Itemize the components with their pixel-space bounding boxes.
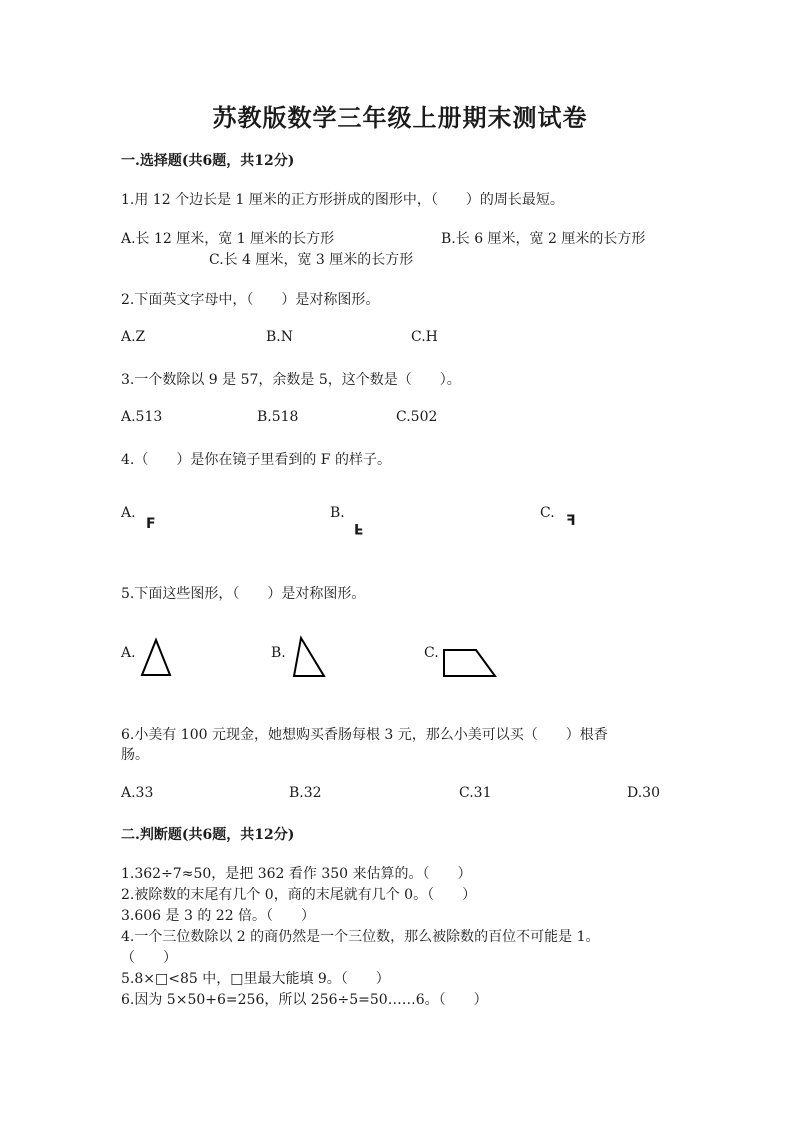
question-6-option-c[interactable]: C.31 bbox=[459, 785, 492, 801]
question-4-option-b[interactable]: B. bbox=[330, 505, 345, 521]
question-3-option-a[interactable]: A.513 bbox=[121, 409, 163, 425]
question-1-stem: 1.用 12 个边长是 1 厘米的正方形拼成的图形中，（ ）的周长最短。 bbox=[121, 192, 564, 208]
section-heading-choice: 一.选择题(共6题，共12分) bbox=[121, 153, 295, 169]
question-6-option-a[interactable]: A.33 bbox=[121, 785, 154, 801]
judgement-item: 1.362÷7≈50，是把 362 看作 350 来估算的。（ ） bbox=[121, 866, 472, 882]
judgement-item: 3.606 是 3 的 22 倍。（ ） bbox=[121, 908, 316, 924]
question-5-stem: 5.下面这些图形，（ ）是对称图形。 bbox=[121, 586, 366, 602]
question-2-option-a[interactable]: A.Z bbox=[121, 329, 146, 345]
judgement-item: 5.8×□<85 中，□里最大能填 9。（ ） bbox=[121, 971, 390, 987]
judgement-item: 2.被除数的末尾有几个 0，商的末尾就有几个 0。（ ） bbox=[121, 887, 477, 903]
question-2-stem: 2.下面英文字母中，（ ）是对称图形。 bbox=[121, 292, 380, 308]
question-4-option-c[interactable]: C. bbox=[540, 505, 555, 521]
question-6-option-d[interactable]: D.30 bbox=[627, 785, 660, 801]
question-4-stem: 4.（ ）是你在镜子里看到的 F 的样子。 bbox=[121, 452, 391, 468]
question-1-option-b[interactable]: B.长 6 厘米，宽 2 厘米的长方形 bbox=[441, 231, 646, 247]
question-2-option-b[interactable]: B.N bbox=[266, 329, 293, 345]
question-4-option-a[interactable]: A. bbox=[121, 505, 136, 521]
page-title: 苏教版数学三年级上册期末测试卷 bbox=[212, 103, 588, 132]
question-5-option-b[interactable]: B. bbox=[271, 645, 286, 661]
trapezoid-figure bbox=[442, 647, 498, 679]
question-6-stem-line1: 6.小美有 100 元现金，她想购买香肠每根 3 元，那么小美可以买（ ）根香 bbox=[121, 727, 608, 743]
question-5-option-c[interactable]: C. bbox=[424, 645, 439, 661]
letter-f-mirrored-figure: F bbox=[566, 513, 576, 529]
question-5-option-a[interactable]: A. bbox=[121, 645, 136, 661]
question-1-option-a[interactable]: A.长 12 厘米，宽 1 厘米的长方形 bbox=[121, 231, 335, 247]
judgement-item: 4.一个三位数除以 2 的商仍然是一个三位数，那么被除数的百位不可能是 1。 bbox=[121, 929, 600, 945]
question-3-stem: 3.一个数除以 9 是 57，余数是 5，这个数是（ ）。 bbox=[121, 372, 461, 388]
judgement-item: 6.因为 5×50+6=256，所以 256÷5=50……6。（ ） bbox=[121, 992, 488, 1008]
isosceles-triangle-figure bbox=[140, 638, 172, 678]
letter-f-flipped-figure: F bbox=[354, 520, 364, 536]
section-heading-judgement: 二.判断题(共6题，共12分) bbox=[121, 827, 295, 843]
question-1-option-c[interactable]: C.长 4 厘米，宽 3 厘米的长方形 bbox=[209, 252, 414, 268]
question-6-option-b[interactable]: B.32 bbox=[289, 785, 322, 801]
question-3-option-c[interactable]: C.502 bbox=[396, 409, 438, 425]
question-2-option-c[interactable]: C.H bbox=[411, 329, 438, 345]
judgement-item-continuation: （ ） bbox=[121, 950, 177, 966]
question-6-stem-line2: 肠。 bbox=[121, 747, 149, 763]
letter-f-upright-figure: F bbox=[146, 516, 156, 532]
scalene-triangle-figure bbox=[290, 636, 326, 678]
question-3-option-b[interactable]: B.518 bbox=[257, 409, 299, 425]
